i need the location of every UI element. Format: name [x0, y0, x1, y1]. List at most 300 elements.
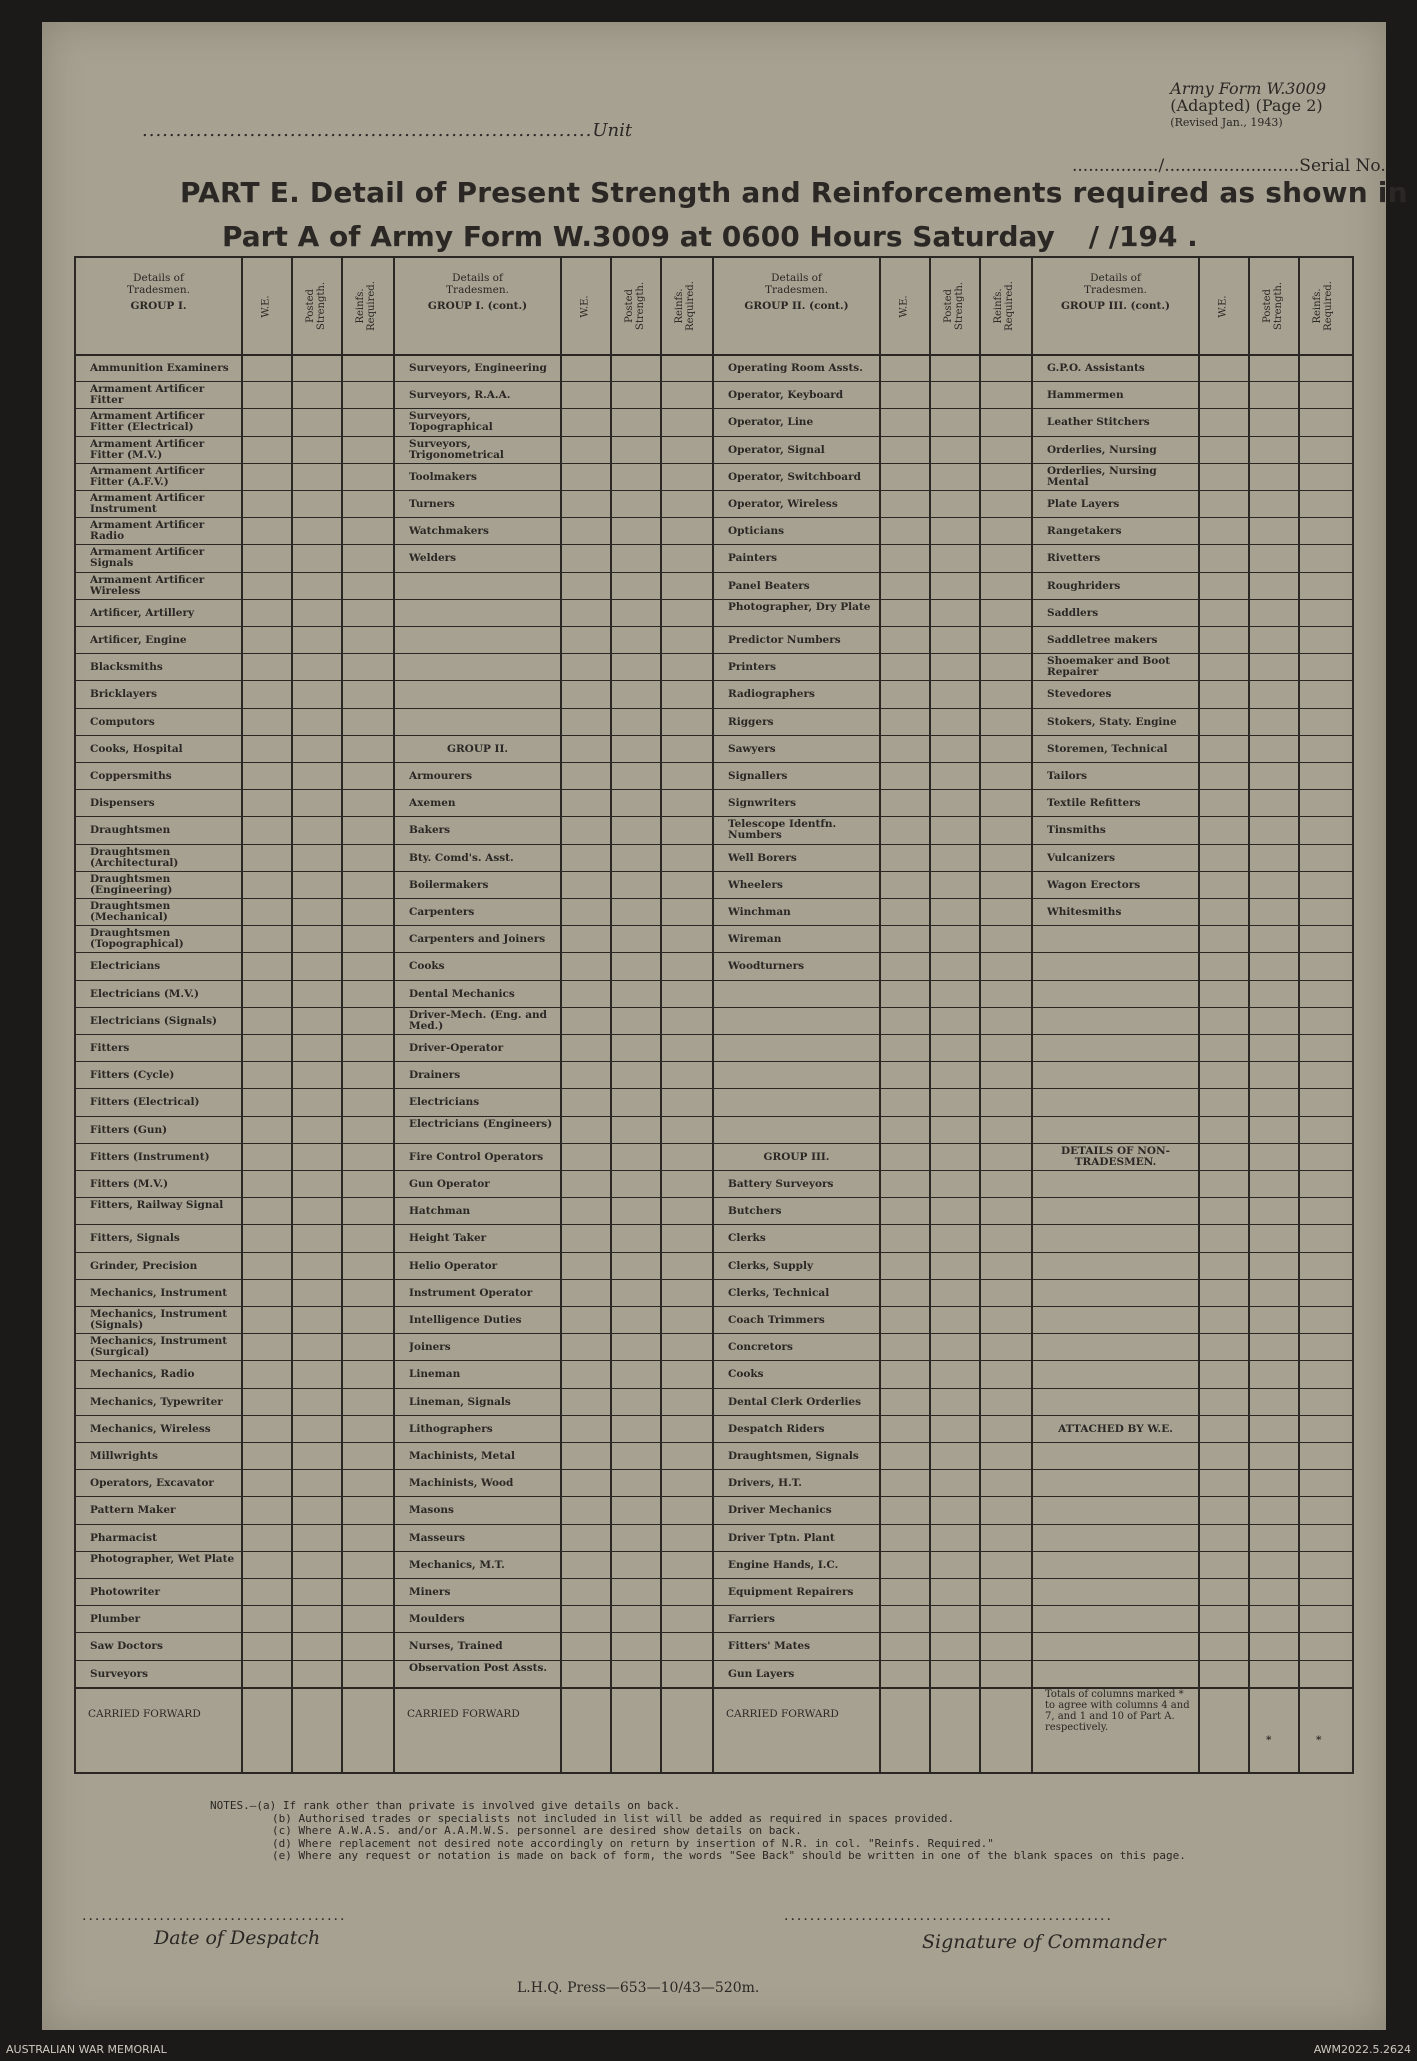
- row-line: [1033, 1360, 1352, 1361]
- row-line: [395, 1605, 714, 1606]
- trade-row-label: Wagon Erectors: [1047, 879, 1141, 891]
- row-line: [395, 844, 714, 845]
- trade-row-label: Coppersmiths: [90, 771, 172, 782]
- row-line: [395, 1034, 714, 1035]
- row-line: [714, 599, 1033, 600]
- row-line: [395, 1252, 714, 1253]
- row-line: [1033, 599, 1352, 600]
- row-line: [714, 1632, 1033, 1633]
- trade-row-label: Wireman: [728, 934, 782, 946]
- trade-row-label: Signwriters: [728, 798, 797, 810]
- serial-field: ................/.........................Serial No.: [1072, 156, 1386, 176]
- row-line: [76, 1333, 395, 1334]
- row-line: [714, 1143, 1033, 1144]
- details-header: [1033, 258, 1198, 354]
- trade-row-label: Coach Trimmers: [728, 1315, 825, 1326]
- row-line: [714, 952, 1033, 953]
- trade-row-label: Surveyors, Trigonometrical: [409, 438, 504, 461]
- row-line: [395, 1061, 714, 1062]
- row-line: [1033, 1442, 1352, 1443]
- row-line: [76, 1007, 395, 1008]
- row-line: [395, 1170, 714, 1171]
- row-line: [714, 1279, 1033, 1280]
- column-divider: [979, 1687, 981, 1772]
- trade-row-label: Driver-Operator: [409, 1043, 504, 1054]
- row-line: [714, 1061, 1033, 1062]
- row-line: [714, 1578, 1033, 1579]
- group-divider: [393, 258, 395, 1772]
- note-a: NOTES.—(a) If rank other than private is involved give details on back.: [210, 1799, 681, 1812]
- row-line: [1033, 653, 1352, 654]
- row-line: [395, 816, 714, 817]
- row-line: [714, 1088, 1033, 1089]
- row-line: [76, 1306, 395, 1307]
- row-line: [714, 680, 1033, 681]
- row-line: [76, 871, 395, 872]
- trade-row-label: Winchman: [728, 907, 791, 918]
- row-line: [1033, 436, 1352, 437]
- row-line: [1033, 1496, 1352, 1497]
- trade-row-label: Turners: [409, 499, 455, 510]
- trade-row-label: Plumber: [90, 1614, 141, 1626]
- trade-row-label: Surveyors, R.A.A.: [409, 390, 511, 402]
- trade-row-label: Armament Artificer Wireless: [90, 574, 205, 597]
- row-line: [714, 1469, 1033, 1470]
- row-line: [76, 1061, 395, 1062]
- group-heading: GROUP III.: [763, 1151, 830, 1163]
- row-line: [395, 381, 714, 382]
- trade-row-label: Watchmakers: [409, 526, 489, 538]
- row-line: [714, 1224, 1033, 1225]
- row-line: [1033, 1061, 1352, 1062]
- trade-row-label: Operator, Switchboard: [728, 471, 861, 483]
- row-line: [76, 381, 395, 382]
- row-line: [714, 490, 1033, 491]
- trade-row-label: Whitesmiths: [1047, 907, 1122, 918]
- trade-row-label: Clerks, Supply: [728, 1260, 814, 1272]
- note-d: (d) Where replacement not desired note accordingly on return by insertion of N.R. in col. "Reinfs. Required.": [272, 1836, 994, 1850]
- row-line: [1033, 626, 1352, 627]
- row-line: [76, 1415, 395, 1416]
- row-line: [395, 572, 714, 573]
- row-line: [76, 436, 395, 437]
- trade-row-label: Stevedores: [1047, 689, 1112, 701]
- details-header: [714, 258, 879, 354]
- row-line: [76, 980, 395, 981]
- trade-row-label: Mechanics, Wireless: [90, 1423, 211, 1435]
- row-line: [76, 572, 395, 573]
- row-line: [76, 1442, 395, 1443]
- row-line: [1033, 544, 1352, 545]
- trade-row-label: Fire Control Operators: [409, 1151, 544, 1163]
- unit-field: ...................................................................Unit: [142, 120, 633, 141]
- trade-row-label: Dental Clerk Orderlies: [728, 1396, 862, 1408]
- trade-row-label: Miners: [409, 1587, 451, 1598]
- trade-row-label: Driver-Mech. (Eng. and Med.): [409, 1009, 547, 1032]
- trade-row-label: Surveyors, Engineering: [409, 363, 547, 374]
- we-header: W.E.: [260, 294, 272, 318]
- row-line: [1033, 1252, 1352, 1253]
- trade-row-label: Observation Post Assts.: [409, 1662, 548, 1674]
- trade-row-label: Stokers, Staty. Engine: [1047, 716, 1177, 728]
- trade-row-label: Millwrights: [90, 1451, 158, 1462]
- trade-row-label: Intelligence Duties: [409, 1315, 522, 1326]
- trade-row-label: Farriers: [728, 1614, 775, 1626]
- trade-row-label: Draughtsmen (Architectural): [90, 846, 179, 869]
- row-line: [714, 844, 1033, 845]
- trade-row-label: Fitters (Electrical): [90, 1097, 200, 1109]
- column-divider: [241, 1687, 243, 1772]
- row-line: [714, 898, 1033, 899]
- press-imprint: L.H.Q. Press—653—10/43—520m.: [517, 1980, 760, 1996]
- row-line: [1033, 952, 1352, 953]
- row-line: [1033, 1469, 1352, 1470]
- row-line: [395, 1442, 714, 1443]
- note-b: (b) Authorised trades or specialists not included in list will be added as required in spaces provided.: [272, 1811, 955, 1825]
- trade-row-label: Electricians: [90, 961, 161, 973]
- trade-row-label: Photographer, Wet Plate: [90, 1553, 235, 1565]
- row-line: [76, 1252, 395, 1253]
- trade-row-label: Opticians: [728, 526, 785, 538]
- date-of-despatch-label: Date of Despatch: [154, 1927, 321, 1949]
- row-line: [714, 1551, 1033, 1552]
- trade-row-label: Helio Operator: [409, 1260, 498, 1272]
- row-line: [1033, 789, 1352, 790]
- row-line: [76, 844, 395, 845]
- trade-row-label: Operator, Wireless: [728, 499, 838, 510]
- row-line: [1033, 1660, 1352, 1661]
- posted-header: Posted Strength.: [1261, 281, 1284, 331]
- row-line: [714, 1007, 1033, 1008]
- column-divider: [291, 1687, 293, 1772]
- row-line: [1033, 1116, 1352, 1117]
- row-line: [76, 1143, 395, 1144]
- row-line: [1033, 1197, 1352, 1198]
- trade-row-label: Butchers: [728, 1206, 782, 1218]
- posted-header: Posted Strength.: [623, 281, 646, 331]
- reinfs-header: Reinfs. Required.: [354, 281, 377, 331]
- row-line: [1033, 1224, 1352, 1225]
- row-line: [395, 1388, 714, 1389]
- trade-row-label: Sawyers: [728, 743, 776, 755]
- row-line: [395, 1306, 714, 1307]
- row-line: [76, 1279, 395, 1280]
- form-number: Army Form W.3009: [1170, 79, 1326, 98]
- trade-row-label: Operator, Signal: [728, 444, 825, 456]
- we-header: W.E.: [579, 294, 591, 318]
- trade-row-label: Wheelers: [728, 879, 783, 891]
- trade-row-label: Operating Room Assts.: [728, 363, 863, 374]
- form-sheet: [42, 22, 1408, 2030]
- column-divider: [1298, 1687, 1300, 1772]
- trade-row-label: Photographer, Dry Plate: [728, 601, 871, 613]
- strength-table: [74, 256, 1354, 1774]
- row-line: [395, 517, 714, 518]
- trade-row-label: Cooks, Hospital: [90, 743, 183, 755]
- row-line: [1033, 1333, 1352, 1334]
- trade-row-label: Textile Refitters: [1047, 798, 1141, 810]
- totals-note: Totals of columns marked * to agree with columns 4 and 7, and 1 and 10 of Part A. respectively.: [1045, 1688, 1190, 1733]
- row-line: [76, 1197, 395, 1198]
- trade-row-label: Clerks: [728, 1233, 766, 1245]
- trade-row-label: Despatch Riders: [728, 1423, 825, 1435]
- trade-row-label: Surveyors, Topographical: [409, 411, 493, 434]
- row-line: [1033, 871, 1352, 872]
- group-label: GROUP I.: [130, 300, 187, 312]
- column-divider: [660, 1687, 662, 1772]
- group-label: GROUP I. (cont.): [427, 300, 528, 312]
- trade-row-label: Bricklayers: [90, 689, 158, 701]
- trade-row-label: Surveyors: [90, 1668, 149, 1680]
- trade-row-label: Operators, Excavator: [90, 1478, 214, 1490]
- trade-row-label: Saw Doctors: [90, 1641, 163, 1653]
- column-divider: [241, 258, 243, 1687]
- trade-row-label: Fitters (M.V.): [90, 1179, 169, 1190]
- trade-row-label: G.P.O. Assistants: [1047, 363, 1145, 374]
- form-adapted: (Adapted) (Page 2): [1170, 96, 1323, 115]
- row-line: [395, 653, 714, 654]
- row-line: [1033, 762, 1352, 763]
- row-line: [714, 1034, 1033, 1035]
- row-line: [395, 1088, 714, 1089]
- row-line: [76, 1116, 395, 1117]
- trade-row-label: Panel Beaters: [728, 580, 810, 592]
- group-label: GROUP II. (cont.): [744, 300, 849, 312]
- row-line: [76, 1578, 395, 1579]
- trade-row-label: Fitters (Gun): [90, 1124, 168, 1136]
- row-line: [76, 1524, 395, 1525]
- row-line: [1033, 463, 1352, 464]
- trade-row-label: Well Borers: [728, 852, 797, 864]
- trade-row-label: Blacksmiths: [90, 662, 163, 674]
- trade-row-label: Machinists, Wood: [409, 1478, 514, 1490]
- column-divider: [1198, 258, 1200, 1687]
- trade-row-label: Nurses, Trained: [409, 1641, 503, 1653]
- row-line: [1033, 1415, 1352, 1416]
- trade-row-label: Dental Mechanics: [409, 988, 515, 1000]
- trade-row-label: Masseurs: [409, 1532, 466, 1544]
- trade-row-label: Roughriders: [1047, 580, 1121, 592]
- row-line: [1033, 1143, 1352, 1144]
- row-line: [714, 1333, 1033, 1334]
- row-line: [714, 544, 1033, 545]
- row-line: [76, 1469, 395, 1470]
- trade-row-label: Mechanics, Instrument (Signals): [90, 1309, 228, 1331]
- row-line: [395, 1415, 714, 1416]
- credit-right: AWM2022.5.2624: [1313, 2043, 1411, 2056]
- row-line: [395, 1224, 714, 1225]
- row-line: [76, 816, 395, 817]
- trade-row-label: Drainers: [409, 1070, 461, 1082]
- trade-row-label: Draughtsmen: [90, 825, 171, 837]
- row-line: [76, 708, 395, 709]
- column-divider: [979, 258, 981, 1687]
- trade-row-label: Moulders: [409, 1614, 465, 1626]
- trade-row-label: Height Taker: [409, 1233, 487, 1245]
- details-header: [395, 258, 560, 354]
- row-line: [714, 816, 1033, 817]
- row-line: [1033, 1306, 1352, 1307]
- trade-row-label: Hatchman: [409, 1206, 471, 1218]
- trade-row-label: Welders: [409, 553, 457, 565]
- row-line: [1033, 844, 1352, 845]
- trade-row-label: Armament Artificer Radio: [90, 520, 205, 543]
- row-line: [714, 789, 1033, 790]
- group-divider: [712, 258, 714, 1772]
- trade-row-label: Radiographers: [728, 689, 815, 701]
- row-line: [1033, 381, 1352, 382]
- trade-row-label: Mechanics, Instrument: [90, 1287, 228, 1299]
- trade-row-label: Cooks: [409, 961, 445, 973]
- carried-forward-label: CARRIED FORWARD: [726, 1708, 839, 1720]
- row-line: [395, 463, 714, 464]
- column-divider: [1248, 1687, 1250, 1772]
- column-divider: [610, 1687, 612, 1772]
- row-line: [76, 653, 395, 654]
- row-line: [395, 925, 714, 926]
- trade-row-label: Armament Artificer Fitter (M.V.): [90, 438, 205, 461]
- row-line: [1033, 735, 1352, 736]
- trade-row-label: Lineman: [409, 1369, 461, 1381]
- notes: [210, 1800, 1186, 1863]
- trade-row-label: Dispensers: [90, 798, 155, 810]
- column-divider: [610, 258, 612, 1687]
- trade-row-label: Drivers, H.T.: [728, 1478, 802, 1490]
- trade-row-label: Mechanics, Instrument (Surgical): [90, 1336, 228, 1359]
- row-line: [395, 735, 714, 736]
- column-divider: [341, 258, 343, 1687]
- group-divider: [1031, 258, 1033, 1772]
- row-line: [395, 680, 714, 681]
- note-c: (c) Where A.W.A.S. and/or A.A.M.W.S. personnel are desired show details on back.: [272, 1824, 802, 1837]
- row-line: [1033, 980, 1352, 981]
- row-line: [714, 653, 1033, 654]
- row-line: [1033, 1170, 1352, 1171]
- row-line: [1033, 1088, 1352, 1089]
- row-line: [76, 898, 395, 899]
- posted-header: Posted Strength.: [304, 281, 327, 331]
- despatch-dotted-line: .........................................: [82, 1908, 347, 1924]
- trade-row-label: Pharmacist: [90, 1532, 157, 1544]
- row-line: [1033, 1007, 1352, 1008]
- trade-row-label: Fitters' Mates: [728, 1641, 811, 1653]
- row-line: [395, 762, 714, 763]
- row-line: [1033, 490, 1352, 491]
- row-line: [395, 1279, 714, 1280]
- row-line: [76, 408, 395, 409]
- row-line: [395, 490, 714, 491]
- row-line: [395, 789, 714, 790]
- row-line: [395, 1007, 714, 1008]
- row-line: [76, 1088, 395, 1089]
- details-label: Details of Tradesmen.: [446, 272, 509, 296]
- trade-row-label: Electricians (M.V.): [90, 988, 200, 1000]
- signature-dotted-line: ...................................................: [784, 1908, 1113, 1924]
- trade-row-label: Gun Operator: [409, 1179, 490, 1190]
- row-line: [1033, 572, 1352, 573]
- row-line: [395, 708, 714, 709]
- reinfs-header: Reinfs. Required.: [673, 281, 696, 331]
- trade-row-label: Printers: [728, 662, 777, 674]
- row-line: [714, 463, 1033, 464]
- row-line: [76, 925, 395, 926]
- carried-forward-label: CARRIED FORWARD: [407, 1708, 520, 1720]
- trade-row-label: Gun Layers: [728, 1668, 795, 1680]
- row-line: [714, 517, 1033, 518]
- credit-left: AUSTRALIAN WAR MEMORIAL: [6, 2043, 167, 2056]
- row-line: [714, 1360, 1033, 1361]
- group-heading: ATTACHED BY W.E.: [1058, 1423, 1173, 1435]
- row-line: [395, 898, 714, 899]
- trade-row-label: Fitters, Signals: [90, 1233, 180, 1245]
- trade-row-label: Storemen, Technical: [1047, 743, 1168, 755]
- trade-row-label: Carpenters and Joiners: [409, 934, 546, 946]
- trade-row-label: Operator, Keyboard: [728, 390, 844, 402]
- row-line: [1033, 816, 1352, 817]
- asterisk-mark: *: [1266, 1734, 1272, 1746]
- row-line: [714, 1496, 1033, 1497]
- row-line: [1033, 1551, 1352, 1552]
- row-line: [714, 1252, 1033, 1253]
- carried-forward-label: CARRIED FORWARD: [88, 1708, 201, 1720]
- row-line: [1033, 708, 1352, 709]
- row-line: [714, 1660, 1033, 1661]
- trade-row-label: Clerks, Technical: [728, 1287, 830, 1299]
- row-line: [714, 1524, 1033, 1525]
- row-line: [395, 1143, 714, 1144]
- reinfs-header: Reinfs. Required.: [1311, 281, 1334, 331]
- row-line: [76, 1224, 395, 1225]
- row-line: [714, 436, 1033, 437]
- details-label: Details of Tradesmen.: [1084, 272, 1147, 296]
- trade-row-label: Battery Surveyors: [728, 1179, 834, 1190]
- row-line: [395, 1524, 714, 1525]
- row-line: [714, 980, 1033, 981]
- row-line: [76, 1632, 395, 1633]
- trade-row-label: Mechanics, M.T.: [409, 1559, 505, 1571]
- row-line: [76, 762, 395, 763]
- row-line: [1033, 1279, 1352, 1280]
- row-line: [714, 572, 1033, 573]
- row-line: [714, 408, 1033, 409]
- trade-row-label: Painters: [728, 553, 778, 565]
- asterisk-mark: *: [1316, 1734, 1322, 1746]
- column-divider: [560, 1687, 562, 1772]
- row-line: [76, 626, 395, 627]
- row-line: [1033, 408, 1352, 409]
- trade-row-label: Toolmakers: [409, 471, 477, 483]
- header-divider: [76, 354, 1352, 356]
- column-divider: [560, 258, 562, 1687]
- trade-row-label: Leather Stitchers: [1047, 417, 1150, 429]
- trade-row-label: Predictor Numbers: [728, 635, 841, 646]
- column-divider: [1298, 258, 1300, 1687]
- trade-row-label: Fitters, Railway Signal: [90, 1200, 224, 1212]
- row-line: [395, 1116, 714, 1117]
- trade-row-label: Equipment Repairers: [728, 1587, 854, 1598]
- row-line: [395, 1632, 714, 1633]
- trade-row-label: Artificer, Engine: [90, 635, 187, 646]
- row-line: [714, 735, 1033, 736]
- row-line: [76, 599, 395, 600]
- row-line: [395, 980, 714, 981]
- trade-row-label: Telescope Identfn. Numbers: [728, 819, 837, 842]
- note-e: (e) Where any request or notation is made on back of form, the words "See Back" should be written in one of the blank spaces on this page.: [272, 1849, 1186, 1862]
- trade-row-label: Draughtsmen (Topographical): [90, 928, 184, 951]
- row-line: [714, 925, 1033, 926]
- trade-row-label: Signallers: [728, 771, 788, 782]
- row-line: [76, 1388, 395, 1389]
